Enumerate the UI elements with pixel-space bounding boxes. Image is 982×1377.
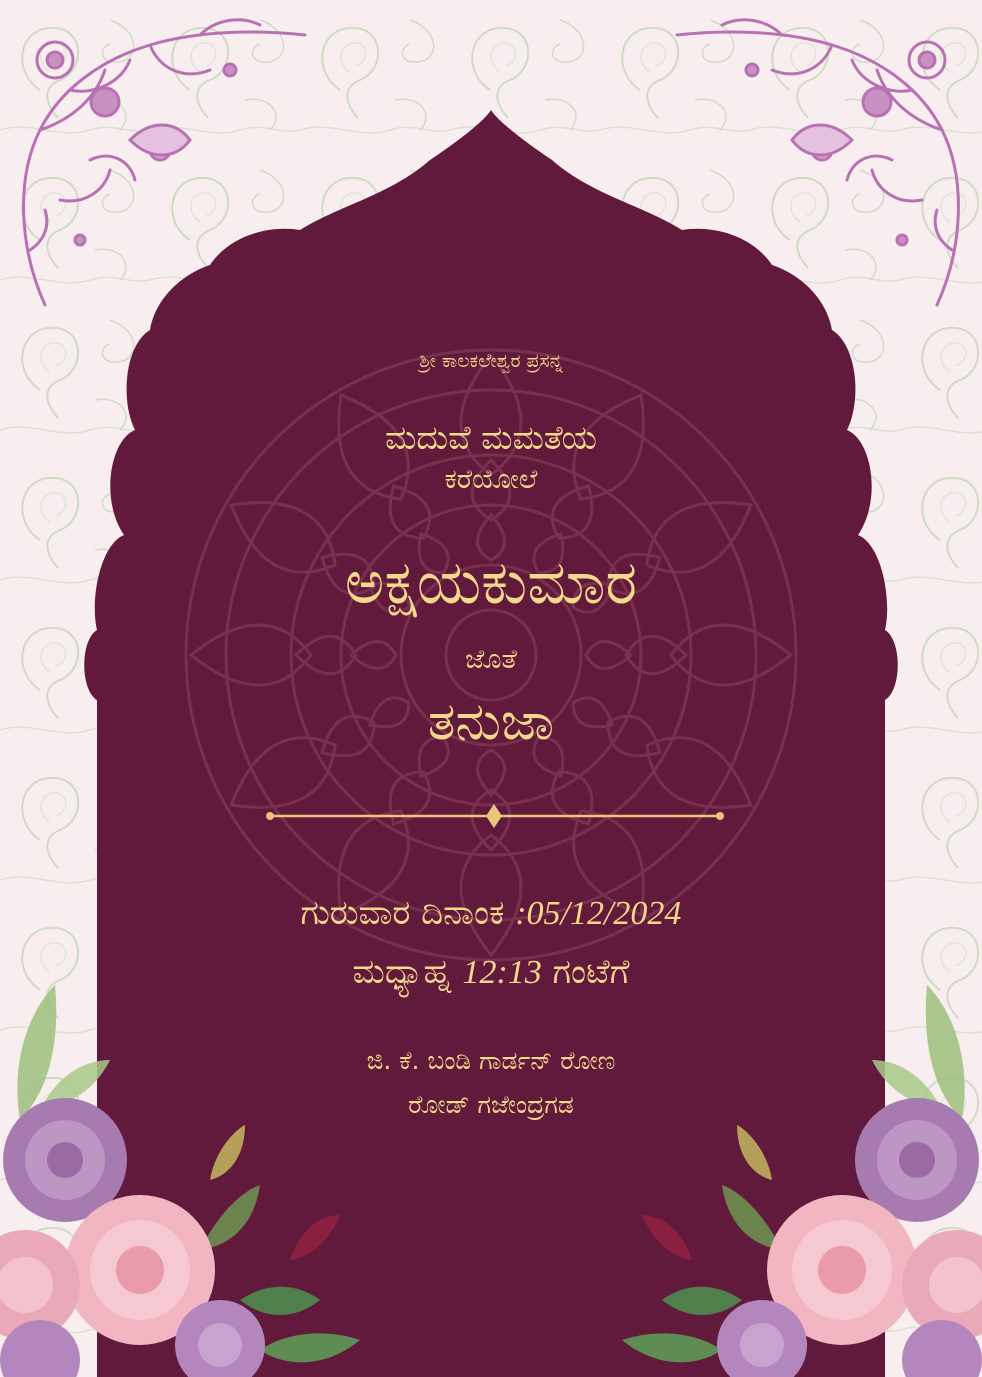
- time-value: 12:13: [462, 954, 542, 991]
- groom-name: ಅಕ್ಷಯಕುಮಾರ: [344, 548, 638, 618]
- venue-line1: ಜಿ. ಕೆ. ಬಂಡಿ ಗಾರ್ಡನ್ ರೋಣ: [366, 1046, 616, 1075]
- time-line: [0, 952, 982, 992]
- day-label: ಗುರುವಾರ ದಿನಾಂಕ: [300, 893, 516, 933]
- joiner-text: ಜೊತೆ: [465, 644, 517, 675]
- invitation-title-line2: ಕರೆಯೋಲೆ: [444, 464, 538, 495]
- date-line: [0, 893, 982, 933]
- blessing-text: ಶ್ರೀ ಕಾಲಕಲೇಶ್ವರ ಪ್ರಸನ್ನ: [419, 350, 563, 372]
- invitation-title-line1: ಮದುವೆ ಮಮತೆಯ: [384, 418, 598, 457]
- time-prefix: ಮಧ್ಯಾಹ್ನ: [352, 952, 463, 992]
- time-suffix: ಗಂಟೆಗೆ: [541, 952, 630, 992]
- venue-line2: ರೋಡ್ ಗಜೇಂದ್ರಗಡ: [408, 1090, 574, 1119]
- date-value: :05/12/2024: [515, 895, 682, 932]
- bride-name: ತನುಜಾ: [427, 692, 555, 752]
